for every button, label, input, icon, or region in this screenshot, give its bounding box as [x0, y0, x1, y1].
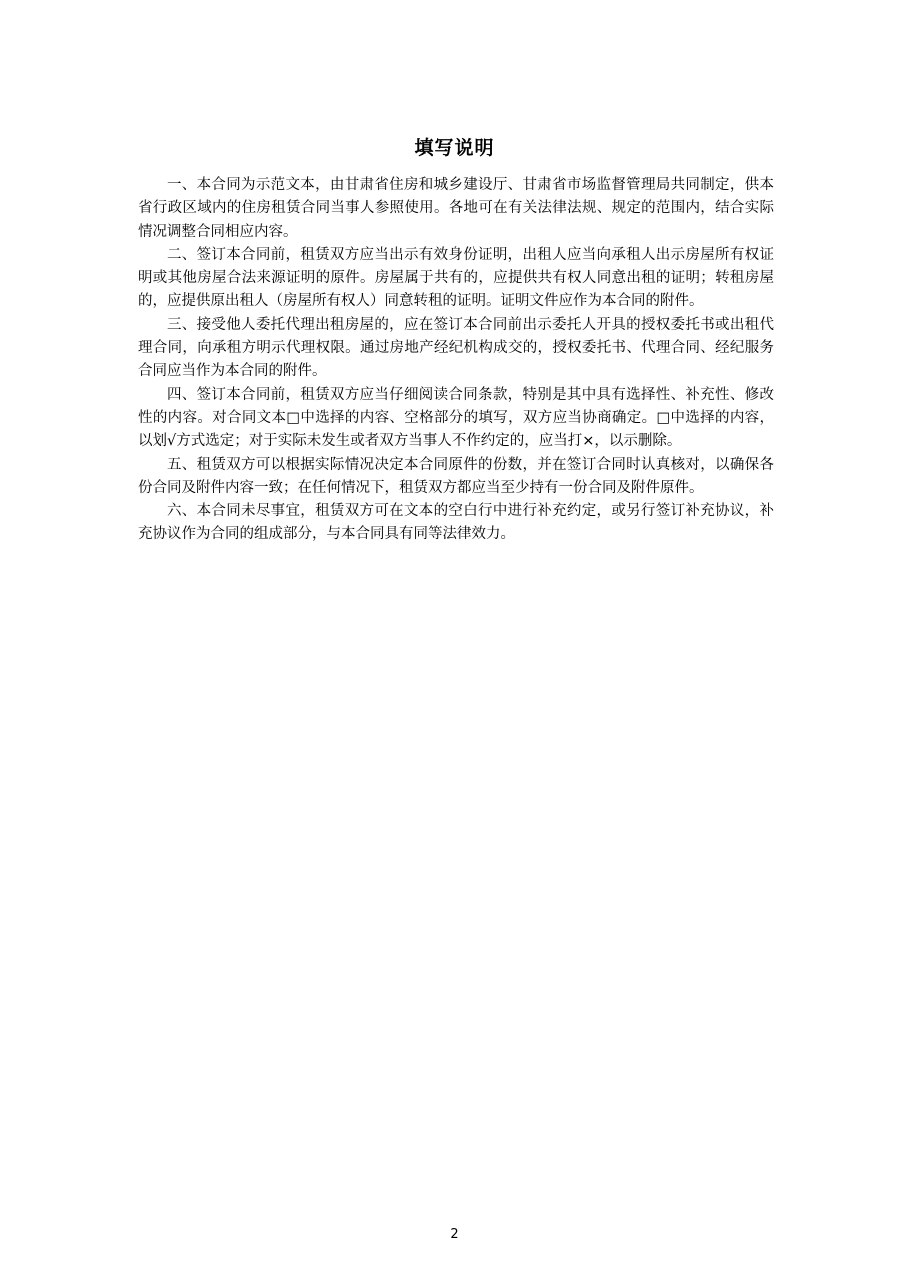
- instruction-paragraph-1: 一、本合同为示范文本，由甘肃省住房和城乡建设厅、甘肃省市场监督管理局共同制定，供本省行政区域内的住房租赁合同当事人参照使用。各地可在有关法律法规、规定的范围内，结合实际情况调整合同相应内容。: [138, 177, 774, 240]
- instruction-paragraph-4: 四、签订本合同前，租赁双方应当仔细阅读合同条款，特别是其中具有选择性、补充性、修改性的内容。对合同文本□中选择的内容、空格部分的填写，双方应当协商确定。□中选择的内容，以划√方式选定；对于实际未发生或者双方当事人不作约定的，应当打×，以示删除。: [138, 386, 774, 450]
- page-number: 2: [450, 1227, 459, 1242]
- instruction-paragraph-5: 五、租赁双方可以根据实际情况决定本合同原件的份数，并在签订合同时认真核对，以确保各份合同及附件内容一致；在任何情况下，租赁双方都应当至少持有一份合同及附件原件。: [138, 456, 774, 496]
- instruction-paragraph-2: 二、签订本合同前，租赁双方应当出示有效身份证明，出租人应当向承租人出示房屋所有权证明或其他房屋合法来源证明的原件。房屋属于共有的，应提供共有权人同意出租的证明；转租房屋的，应提供原出租人（房屋所有权人）同意转租的证明。证明文件应作为本合同的附件。: [138, 246, 774, 310]
- instruction-paragraph-3: 三、接受他人委托代理出租房屋的，应在签订本合同前出示委托人开具的授权委托书或出租代理合同，向承租方明示代理权限。通过房地产经纪机构成交的，授权委托书、代理合同、经纪服务合同应当作为本合同的附件。: [138, 316, 774, 380]
- document-title: 填写说明: [414, 137, 495, 159]
- instruction-paragraph-6: 六、本合同未尽事宜，租赁双方可在文本的空白行中进行补充约定，或另行签订补充协议，补充协议作为合同的组成部分，与本合同具有同等法律效力。: [138, 503, 774, 543]
- instructions-body: [138, 174, 774, 547]
